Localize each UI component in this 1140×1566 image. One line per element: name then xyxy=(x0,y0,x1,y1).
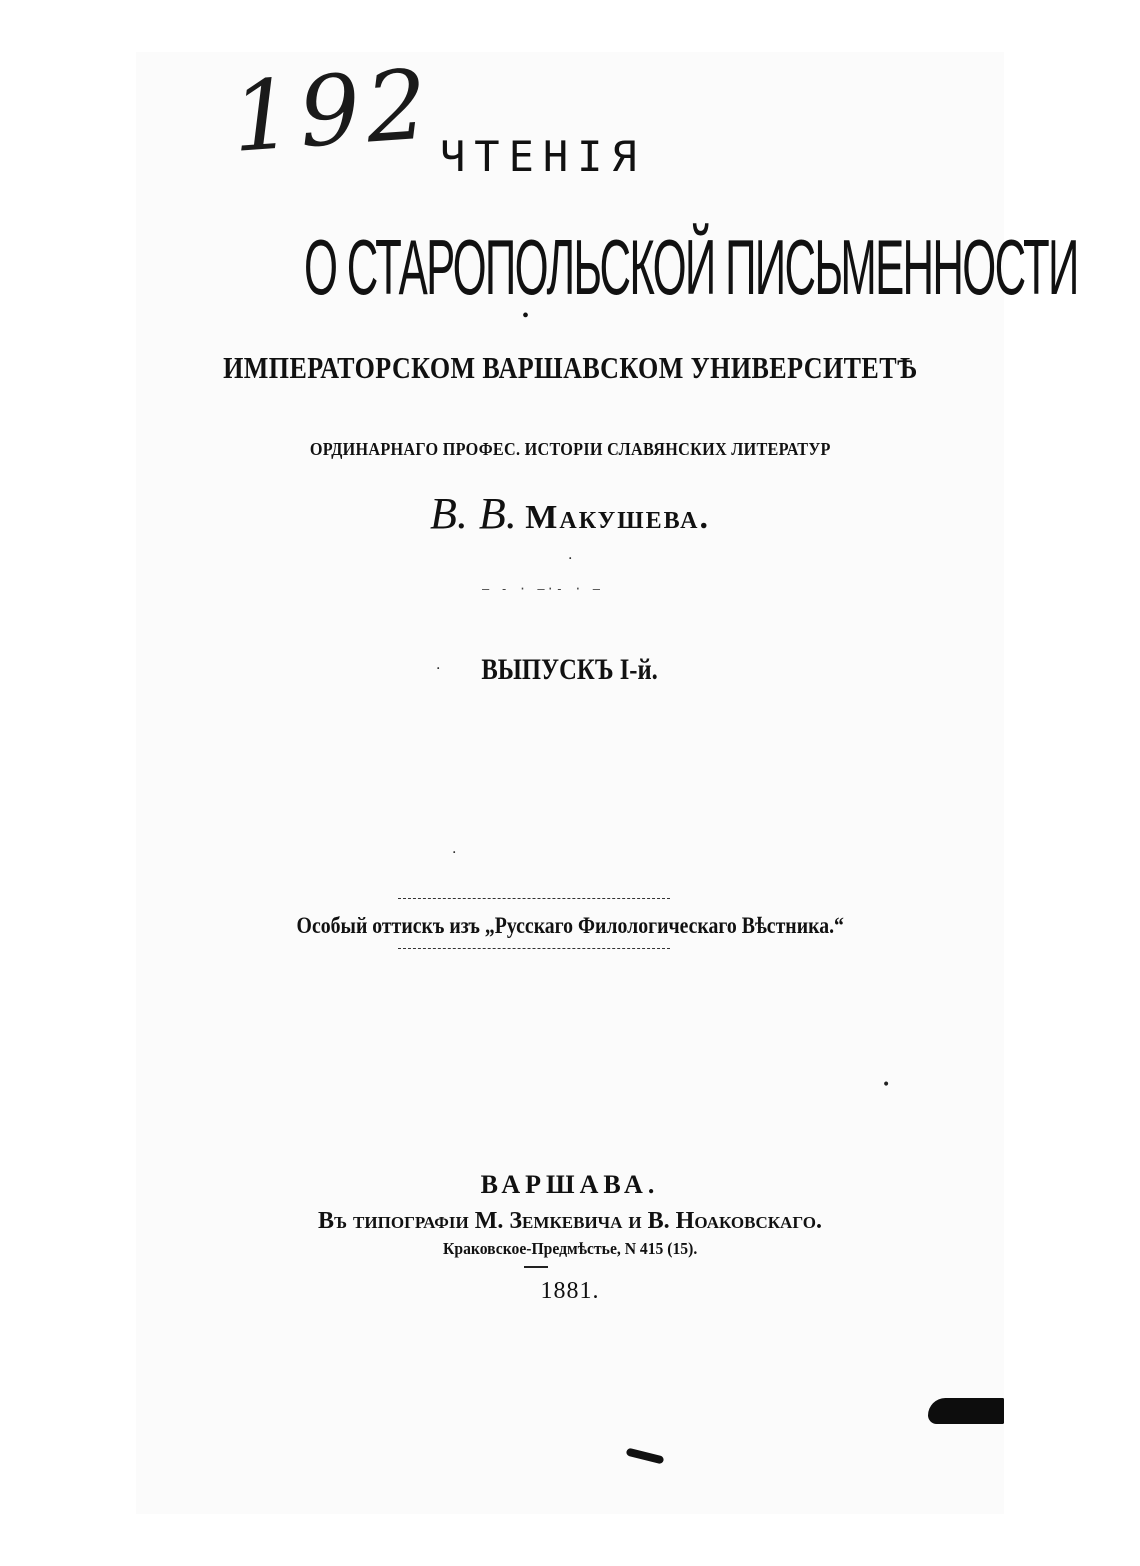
offprint-rule-top xyxy=(398,898,670,899)
title-preposition: • xyxy=(522,305,530,327)
imprint-address xyxy=(0,1236,1140,1262)
author-initials: В. В. xyxy=(430,489,517,538)
title-line-2 xyxy=(0,222,1140,312)
author-surname: Макушева. xyxy=(525,499,710,536)
stray-dot: · xyxy=(436,661,441,677)
issue-number xyxy=(0,650,1140,690)
issue-number-text: ВЫПУСКЪ I-й. xyxy=(481,653,659,686)
author-name xyxy=(0,490,1140,542)
author-position-text: ОРДИНАРНАГО ПРОФЕС. ИСТОРІИ СЛАВЯНСКИХ ЛИТЕРАТУР xyxy=(309,439,831,459)
title-line-3-text: ИМПЕРАТОРСКОМ ВАРШАВСКОМ УНИВЕРСИТЕТѢ xyxy=(222,350,918,385)
handwritten-shelf-mark: 192 xyxy=(228,48,437,174)
title-line-2-text: О СТАРОПОЛЬСКОЙ ПИСЬМЕННОСТИ xyxy=(303,223,1078,311)
ink-smudge xyxy=(928,1398,1004,1424)
stray-dot: · xyxy=(452,845,457,861)
offprint-note xyxy=(0,910,1140,942)
stray-dot: • xyxy=(882,1077,891,1093)
offprint-note-text: Особый оттискъ изъ „Русскаго Филологическаго Вѣстника.“ xyxy=(296,913,844,938)
author-position xyxy=(0,436,1140,462)
imprint-rule xyxy=(524,1266,548,1268)
offprint-rule-bottom xyxy=(398,948,670,949)
title-line-1: ЧТЕНІЯ xyxy=(440,132,646,181)
imprint-printer: Въ типографіи М. Земкевича и В. Ноаковскаго. xyxy=(318,1208,822,1234)
ornament-rule: — - · —·- · — xyxy=(482,582,602,596)
imprint-address-text: Краковское-Предмѣстье, N 415 (15). xyxy=(442,1239,698,1258)
imprint-city: ВАРШАВА. xyxy=(480,1170,660,1199)
title-line-3 xyxy=(0,348,1140,388)
imprint-year: 1881. xyxy=(540,1278,600,1304)
stray-dot: . xyxy=(568,547,573,563)
